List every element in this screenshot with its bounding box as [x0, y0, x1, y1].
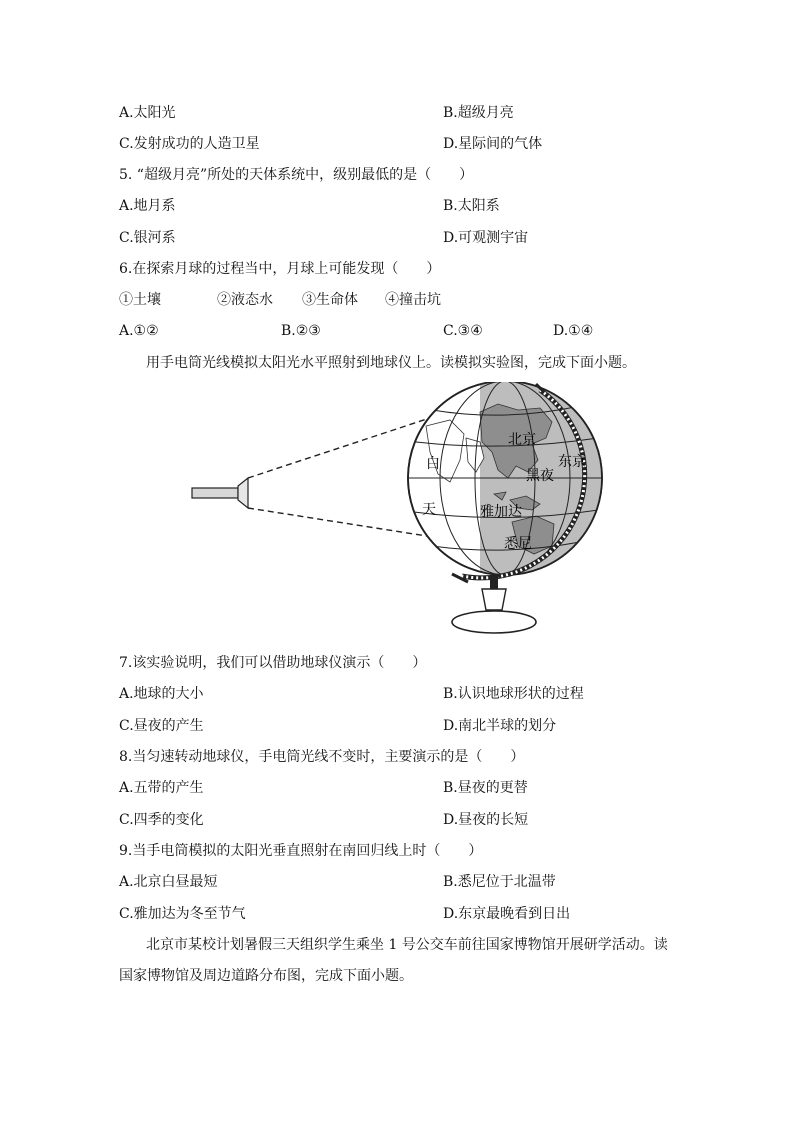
- q7-option-c: C.昼夜的产生: [119, 718, 204, 734]
- q4-option-c: C.发射成功的人造卫星: [119, 136, 260, 152]
- q8-option-d: D.昼夜的长短: [443, 812, 529, 828]
- q6-stem: 6.在探索月球的过程当中，月球上可能发现（ ）: [119, 261, 441, 277]
- q7-option-d: D.南北半球的划分: [443, 718, 557, 734]
- q8-option-b: B.昼夜的更替: [443, 780, 528, 796]
- label-jakarta: 雅加达: [480, 504, 522, 520]
- label-sydney: 悉尼: [504, 536, 532, 552]
- q5-option-d: D.可观测宇宙: [443, 230, 529, 246]
- q6-option-b: B.②③: [281, 323, 321, 339]
- intro-paragraph-1: 用手电筒光线模拟太阳光水平照射到地球仪上。读模拟实验图，完成下面小题。: [146, 355, 636, 371]
- label-day-2: 天: [422, 502, 436, 518]
- q5-option-c: C.银河系: [119, 230, 176, 246]
- q5-stem: 5. “超级月亮”所处的天体系统中，级别最低的是（ ）: [119, 167, 474, 183]
- q4-option-d: D.星际间的气体: [443, 136, 543, 152]
- q4-option-a: A.太阳光: [119, 105, 176, 121]
- q6-item-4: ④撞击坑: [385, 292, 441, 308]
- q9-stem: 9.当手电筒模拟的太阳光垂直照射在南回归线上时（ ）: [119, 843, 483, 859]
- label-day-1: 白: [426, 456, 440, 472]
- q8-stem: 8.当匀速转动地球仪，手电筒光线不变时，主要演示的是（ ）: [119, 749, 525, 765]
- q6-option-c: C.③④: [443, 323, 483, 339]
- q6-item-2: ②液态水: [217, 292, 273, 308]
- q8-option-c: C.四季的变化: [119, 812, 204, 828]
- q8-option-a: A.五带的产生: [119, 780, 204, 796]
- q6-option-a: A.①②: [119, 323, 159, 339]
- q9-option-d: D.东京最晚看到日出: [443, 906, 571, 922]
- intro-paragraph-2-line-2: 国家博物馆及周边道路分布图，完成下面小题。: [119, 968, 413, 984]
- q5-option-a: A.地月系: [119, 198, 176, 214]
- label-tokyo: 东京: [558, 454, 586, 470]
- q7-option-a: A.地球的大小: [119, 686, 204, 702]
- q9-option-b: B.悉尼位于北温带: [443, 874, 556, 890]
- q6-item-3: ③生命体: [302, 292, 358, 308]
- flashlight-icon: [192, 478, 248, 508]
- globe-experiment-figure: [180, 382, 620, 642]
- globe-stand: [452, 575, 536, 633]
- q5-option-b: B.太阳系: [443, 198, 500, 214]
- q6-item-1: ①土壤: [119, 292, 161, 308]
- label-night: 黑夜: [526, 468, 554, 484]
- q6-option-d: D.①④: [553, 323, 594, 339]
- q7-stem: 7.该实验说明，我们可以借助地球仪演示（ ）: [119, 655, 427, 671]
- q9-option-a: A.北京白昼最短: [119, 874, 218, 890]
- label-beijing: 北京: [508, 432, 536, 448]
- q7-option-b: B.认识地球形状的过程: [443, 686, 584, 702]
- globe-sphere: [408, 382, 620, 592]
- q4-option-b: B.超级月亮: [443, 105, 514, 121]
- intro-paragraph-2-line-1: 北京市某校计划暑假三天组织学生乘坐 1 号公交车前往国家博物馆开展研学活动。读: [146, 937, 668, 953]
- q9-option-c: C.雅加达为冬至节气: [119, 906, 246, 922]
